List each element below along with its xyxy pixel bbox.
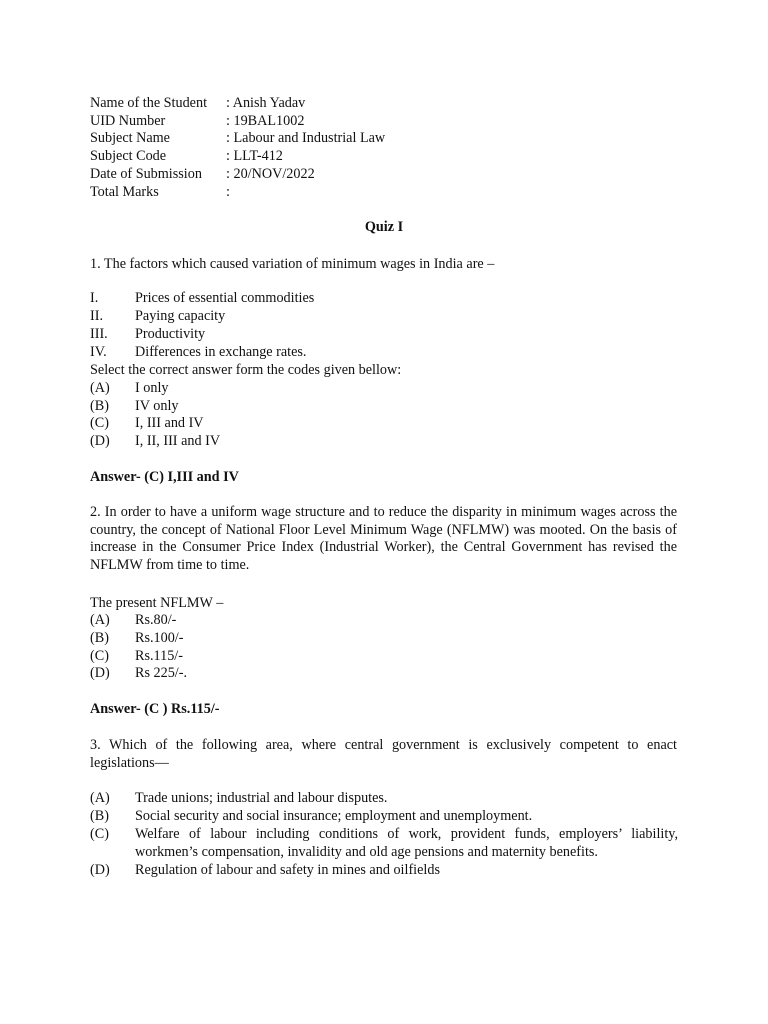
option-text: Rs.80/-	[135, 612, 177, 628]
option-key: (C)	[90, 415, 109, 431]
option-key: (B)	[90, 630, 109, 646]
q2-answer: Answer- (C ) Rs.115/-	[90, 701, 220, 717]
question-2: 2. In order to have a uniform wage structure and to reduce the disparity in minimum wages across the country, the concept of National Floor Level Minimum Wage (NFLMW) was mooted. On the basis of increase in the Consumer Price Index (Industrial Worker), the Central Government has revised the NFLMW from time to time.	[90, 504, 677, 574]
question-1: 1. The factors which caused variation of minimum wages in India are –	[90, 256, 495, 272]
q1-answer: Answer- (C) I,III and IV	[90, 469, 239, 485]
item-text: Productivity	[135, 326, 206, 342]
q1-instruction: Select the correct answer form the codes given bellow:	[90, 362, 402, 378]
option-key: (A)	[90, 380, 110, 396]
option-key: (A)	[90, 790, 110, 806]
option-key: (B)	[90, 808, 109, 824]
option-key: (D)	[90, 862, 110, 878]
option-text: IV only	[135, 398, 179, 414]
quiz-title: Quiz I	[364, 219, 404, 235]
question-3: 3. Which of the following area, where central government is exclusively competent to enact legislations—	[90, 737, 677, 771]
option-text: Regulation of labour and safety in mines and oilfields	[135, 862, 440, 878]
option-text: Welfare of labour including conditions of work, provident funds, employers’ liability, workmen’s compensation, invalidity and old age pensions and maternity benefits.	[135, 826, 678, 860]
option-key: (D)	[90, 665, 110, 681]
option-text: Rs.100/-	[135, 630, 184, 646]
item-text: Differences in exchange rates.	[135, 344, 307, 360]
option-key: (A)	[90, 612, 110, 628]
field-label: Total Marks	[90, 184, 159, 200]
option-key: (C)	[90, 648, 109, 664]
field-label: Subject Name	[90, 130, 170, 146]
field-value: : LLT-412	[226, 148, 283, 164]
option-text: I, II, III and IV	[135, 433, 221, 449]
field-value: :	[226, 184, 230, 200]
option-text: Rs.115/-	[135, 648, 183, 664]
item-key: I.	[90, 290, 99, 306]
option-text: I, III and IV	[135, 415, 204, 431]
field-label: Name of the Student	[90, 95, 208, 111]
option-text: Rs 225/-.	[135, 665, 188, 681]
option-text: Trade unions; industrial and labour disputes.	[135, 790, 388, 806]
item-key: III.	[90, 326, 108, 342]
field-label: Subject Code	[90, 148, 167, 164]
field-value: : Anish Yadav	[226, 95, 306, 111]
item-text: Prices of essential commodities	[135, 290, 315, 306]
field-label: UID Number	[90, 113, 166, 129]
field-label: Date of Submission	[90, 166, 202, 182]
q2-prompt: The present NFLMW –	[90, 595, 224, 611]
option-key: (D)	[90, 433, 110, 449]
option-text: I only	[135, 380, 169, 396]
item-key: II.	[90, 308, 103, 324]
item-key: IV.	[90, 344, 107, 360]
option-text: Social security and social insurance; employment and unemployment.	[135, 808, 533, 824]
field-value: : Labour and Industrial Law	[226, 130, 386, 146]
field-value: : 19BAL1002	[226, 113, 305, 129]
field-value: : 20/NOV/2022	[226, 166, 315, 182]
item-text: Paying capacity	[135, 308, 226, 324]
option-key: (B)	[90, 398, 109, 414]
option-key: (C)	[90, 826, 109, 842]
